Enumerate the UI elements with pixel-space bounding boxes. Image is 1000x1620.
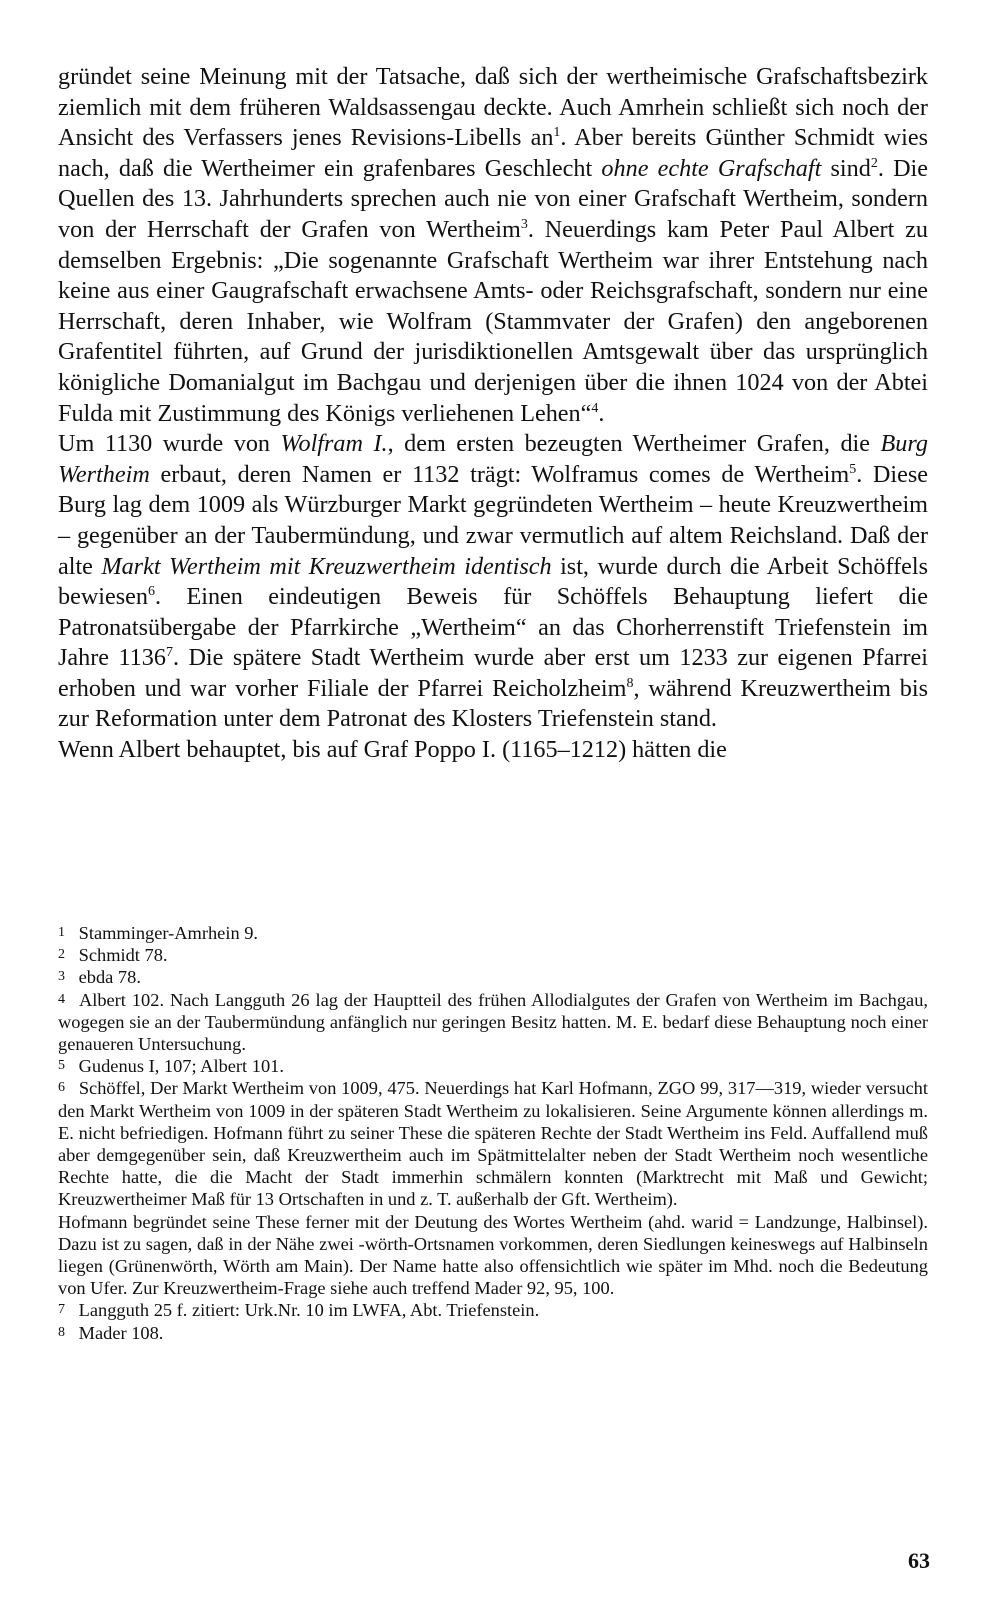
text-run: . Diese Burg lag dem 1009 als Würzburger Markt gegründeten Wertheim – heute Kreuzwertheim – gegenüber an der Taubermündung, und zwar vermutlich auf altem Reichsland. Daß der alte [58,460,929,580]
text-run: . Einen eindeutigen Beweis für Schöffels Behauptung liefert die Patronatsübergabe der Pfarrkirche „Wertheim“ an das Chorherrenstift Triefenstein im Jahre 1136 [58,583,928,672]
footnote-text: Hofmann begründet seine These ferner mit der Deutung des Wortes Wertheim (ahd. warid = Landzunge, Halbinsel). Dazu ist zu sagen, daß in der Nähe zwei -wörth-Ortsnamen vorkommen, deren Siedlungen keineswegs auf Halbinseln liegen (Grünenwörth, Wörth am Main). Der Name hatte also offensichtlich wie später im Mhd. noch die Bedeutung von Ufer. Zur Kreuzwertheim-Frage siehe auch treffend Mader 92, 95, 100. [58,1211,928,1299]
footnote-ref[interactable]: 3 [520,216,528,232]
paragraph-2 [58,429,928,735]
footnote-number: 1 [58,925,65,940]
footnote [58,922,928,944]
footnote-text: ebda 78. [78,967,141,988]
footnotes [58,922,928,1344]
text-run: , während Kreuzwertheim bis zur Reformation unter dem Patronat des Klosters Triefenstein stand. [58,674,929,733]
footnote-text: Gudenus I, 107; Albert 101. [78,1056,284,1077]
footnote-text: Mader 108. [78,1322,164,1343]
footnote-text: Schmidt 78. [78,945,168,966]
footnote-number: 8 [58,1324,65,1340]
footnote-ref[interactable]: 2 [870,155,878,171]
paragraph-3: Wenn Albert behauptet, bis auf Graf Poppo I. (1165–1212) hätten die [58,736,727,764]
text-run: . Die Quellen des 13. Jahrhunderts sprechen auch nie von einer Grafschaft Wertheim, sondern von der Herrschaft der Grafen von Wertheim [58,154,928,243]
text-run: . Aber bereits Günther Schmidt wies nach, daß die Wertheimer ein grafenbares Geschlecht [58,124,928,182]
text-run: . Die spätere Stadt Wertheim wurde aber erst um 1233 zur eigenen Pfarrei erhoben und war vorher Filiale der Pfarrei Reicholzheim [58,644,928,702]
footnote [58,1077,928,1210]
footnote-number: 6 [58,1080,65,1096]
main-text [58,62,928,766]
page-number: 63 [908,1548,930,1573]
footnote-ref[interactable]: 8 [626,675,634,691]
footnote [58,989,928,1056]
footnote-number: 4 [58,991,65,1007]
footnote-ref[interactable]: 4 [591,400,599,416]
footnote-ref[interactable]: 7 [165,645,173,661]
footnote [58,1055,928,1077]
text-run: , dem ersten bezeugten Wertheimer Grafen, die [387,430,870,458]
footnote-text: Stamminger-Amrhein 9. [78,923,259,943]
text-run: sind [830,154,871,182]
text-run: . Neuerdings kam Peter Paul Albert zu demselben Ergebnis: „Die sogenannte Grafschaft Wertheim war ihrer Entstehung nach keine aus einer Gaugrafschaft erwachsene Amts- oder Reichsgrafschaft, sondern nur eine Herrschaft, deren Inhaber, wie Wolfram (Stammvater der Grafen) den angeborenen Grafentitel führten, auf Grund der jurisdiktionellen Amtsgewalt über das ursprünglich königliche Domanialgut im Bachgau und derjenigen über die ihnen 1024 von der Abtei Fulda mit Zustimmung des Königs verliehenen Lehen“ [58,215,928,427]
text-run: Um 1130 wurde von [58,430,271,458]
footnote [58,1299,928,1321]
footnote-text: Schöffel, Der Markt Wertheim von 1009, 475. Neuerdings hat Karl Hofmann, ZGO 99, 317—319, wieder versucht den Markt Wertheim von 1009 in der späteren Stadt Wertheim zu lokalisieren. Seine Argumente können allerdings m. E. nicht befriedigen. Hofmann führt zu seiner These die späteren Rechte der Stadt Wertheim ins Feld. Auffallend muß aber demgegenüber sein, daß Kreuzwertheim auch im Spätmittelalter neben der Stadt Wertheim noch wesentliche Rechte hatte, die die Macht der Stadt immerhin schmälern konnten (Marktrecht mit Maß und Gewicht; Kreuzwertheimer Maß für 13 Ortschaften in und z. T. außerhalb der Gft. Wertheim). [58,1078,928,1210]
text-run: gründet seine Meinung mit der Tatsache, daß sich der wertheimische Grafschaftsbezirk ziemlich mit dem früheren Waldsassengau deckte. Auch Amrhein schließt sich noch der Ansicht des Verfassers jenes Revisions-Libells an [58,63,928,152]
text-run: ist, wurde durch die Arbeit Schöffels bewiesen [58,552,928,611]
footnote-text: Albert 102. Nach Langguth 26 lag der Hauptteil des frühen Allodialgutes der Grafen von Wertheim im Bachgau, wogegen sie an der Taubermündung anfänglich nur geringen Besitz hatten. M. E. bedarf diese Behauptung noch einer genaueren Untersuchung. [58,989,928,1055]
footnote-text: Langguth 25 f. zitiert: Urk.Nr. 10 im LWFA, Abt. Triefenstein. [78,1300,540,1321]
text-run: . [598,399,605,427]
footnote [58,944,928,966]
italic-text: Markt Wertheim mit Kreuzwertheim identisch [101,552,552,580]
italic-text: ohne echte Grafschaft [601,154,822,182]
italic-text: Burg Wertheim [58,430,928,488]
paragraph-1 [58,62,928,429]
text-run: erbaut, deren Namen er 1132 trägt: Wolframus comes de Wertheim [160,460,850,488]
footnote-number: 7 [58,1302,65,1318]
footnote-number: 5 [58,1058,65,1074]
footnote-ref[interactable]: 1 [553,125,561,141]
footnote-number: 2 [58,947,65,963]
footnote-number: 3 [58,969,65,985]
footnote [58,1322,928,1344]
footnote [58,966,928,988]
footnote-ref[interactable]: 5 [849,461,857,477]
footnote-ref[interactable]: 6 [148,584,155,600]
italic-text: Wolfram I. [280,430,388,458]
footnote-continuation [58,1211,928,1300]
